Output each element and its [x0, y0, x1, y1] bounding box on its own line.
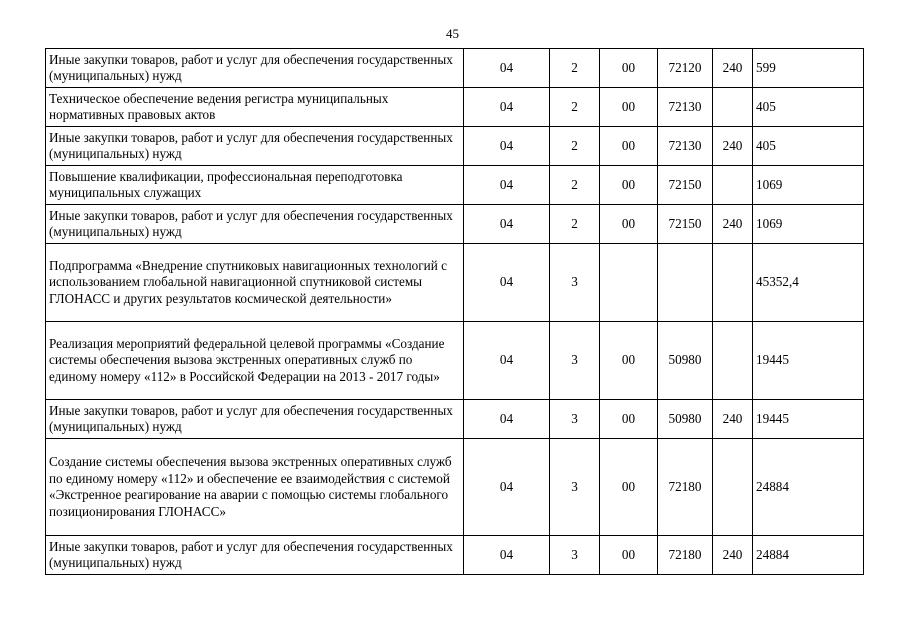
expense-type-code: 240 — [713, 49, 753, 88]
program-code: 00 — [600, 127, 658, 166]
subsection-code: 3 — [550, 400, 600, 439]
row-name: Повышение квалификации, профессиональная переподготовка муниципальных служащих — [46, 166, 464, 205]
section-code: 04 — [464, 88, 550, 127]
subsection-code: 2 — [550, 49, 600, 88]
target-item-code: 72180 — [658, 536, 713, 575]
page-number: 45 — [446, 26, 459, 41]
table-row — [46, 244, 864, 322]
table-row — [46, 439, 864, 536]
expense-type-code: 240 — [713, 536, 753, 575]
table-row — [46, 322, 864, 400]
target-item-code: 72130 — [658, 127, 713, 166]
section-code: 04 — [464, 244, 550, 322]
table-row — [46, 49, 864, 88]
subsection-code: 2 — [550, 127, 600, 166]
subsection-code: 3 — [550, 322, 600, 400]
expense-type-code — [713, 166, 753, 205]
table-row — [46, 166, 864, 205]
target-item-code: 72150 — [658, 166, 713, 205]
program-code: 00 — [600, 88, 658, 127]
amount: 405 — [753, 127, 864, 166]
target-item-code: 72120 — [658, 49, 713, 88]
program-code: 00 — [600, 439, 658, 536]
row-name: Иные закупки товаров, работ и услуг для обеспечения государственных (муниципальных) нужд — [46, 49, 464, 88]
section-code: 04 — [464, 205, 550, 244]
table-row — [46, 400, 864, 439]
amount: 19445 — [753, 400, 864, 439]
amount: 45352,4 — [753, 244, 864, 322]
expense-type-code — [713, 322, 753, 400]
program-code: 00 — [600, 400, 658, 439]
expense-type-code: 240 — [713, 127, 753, 166]
row-name: Иные закупки товаров, работ и услуг для обеспечения государственных (муниципальных) нужд — [46, 536, 464, 575]
table-row — [46, 88, 864, 127]
amount: 1069 — [753, 205, 864, 244]
subsection-code: 2 — [550, 166, 600, 205]
amount: 19445 — [753, 322, 864, 400]
expense-type-code: 240 — [713, 205, 753, 244]
subsection-code: 3 — [550, 439, 600, 536]
amount: 24884 — [753, 439, 864, 536]
section-code: 04 — [464, 322, 550, 400]
target-item-code — [658, 244, 713, 322]
program-code — [600, 244, 658, 322]
expense-type-code — [713, 88, 753, 127]
row-name: Техническое обеспечение ведения регистра муниципальных нормативных правовых актов — [46, 88, 464, 127]
subsection-code: 3 — [550, 536, 600, 575]
program-code: 00 — [600, 49, 658, 88]
row-name: Реализация мероприятий федеральной целевой программы «Создание системы обеспечения вызова экстренных оперативных служб по единому номеру «112» в Российской Федерации на 2013 - 2017 годы» — [46, 322, 464, 400]
subsection-code: 3 — [550, 244, 600, 322]
amount: 24884 — [753, 536, 864, 575]
expense-type-code — [713, 244, 753, 322]
row-name: Иные закупки товаров, работ и услуг для обеспечения государственных (муниципальных) нужд — [46, 127, 464, 166]
subsection-code: 2 — [550, 205, 600, 244]
target-item-code: 72150 — [658, 205, 713, 244]
section-code: 04 — [464, 127, 550, 166]
row-name: Иные закупки товаров, работ и услуг для обеспечения государственных (муниципальных) нужд — [46, 205, 464, 244]
program-code: 00 — [600, 205, 658, 244]
section-code: 04 — [464, 400, 550, 439]
budget-table — [45, 48, 864, 575]
program-code: 00 — [600, 322, 658, 400]
amount: 599 — [753, 49, 864, 88]
section-code: 04 — [464, 536, 550, 575]
row-name: Подпрограмма «Внедрение спутниковых навигационных технологий с использованием глобальной навигационной спутниковой системы ГЛОНАСС и других результатов космической деятельности» — [46, 244, 464, 322]
table-row — [46, 536, 864, 575]
expense-type-code: 240 — [713, 400, 753, 439]
table-row — [46, 205, 864, 244]
subsection-code: 2 — [550, 88, 600, 127]
target-item-code: 50980 — [658, 322, 713, 400]
target-item-code: 72180 — [658, 439, 713, 536]
table-row — [46, 127, 864, 166]
target-item-code: 50980 — [658, 400, 713, 439]
row-name: Иные закупки товаров, работ и услуг для обеспечения государственных (муниципальных) нужд — [46, 400, 464, 439]
amount: 1069 — [753, 166, 864, 205]
amount: 405 — [753, 88, 864, 127]
program-code: 00 — [600, 536, 658, 575]
target-item-code: 72130 — [658, 88, 713, 127]
expense-type-code — [713, 439, 753, 536]
section-code: 04 — [464, 166, 550, 205]
row-name: Создание системы обеспечения вызова экстренных оперативных служб по единому номеру «112» и обеспечение ее взаимодействия с системой «Экстренное реагирование на аварии с помощью системы глобального позиционирования ГЛОНАСС» — [46, 439, 464, 536]
section-code: 04 — [464, 439, 550, 536]
program-code: 00 — [600, 166, 658, 205]
section-code: 04 — [464, 49, 550, 88]
